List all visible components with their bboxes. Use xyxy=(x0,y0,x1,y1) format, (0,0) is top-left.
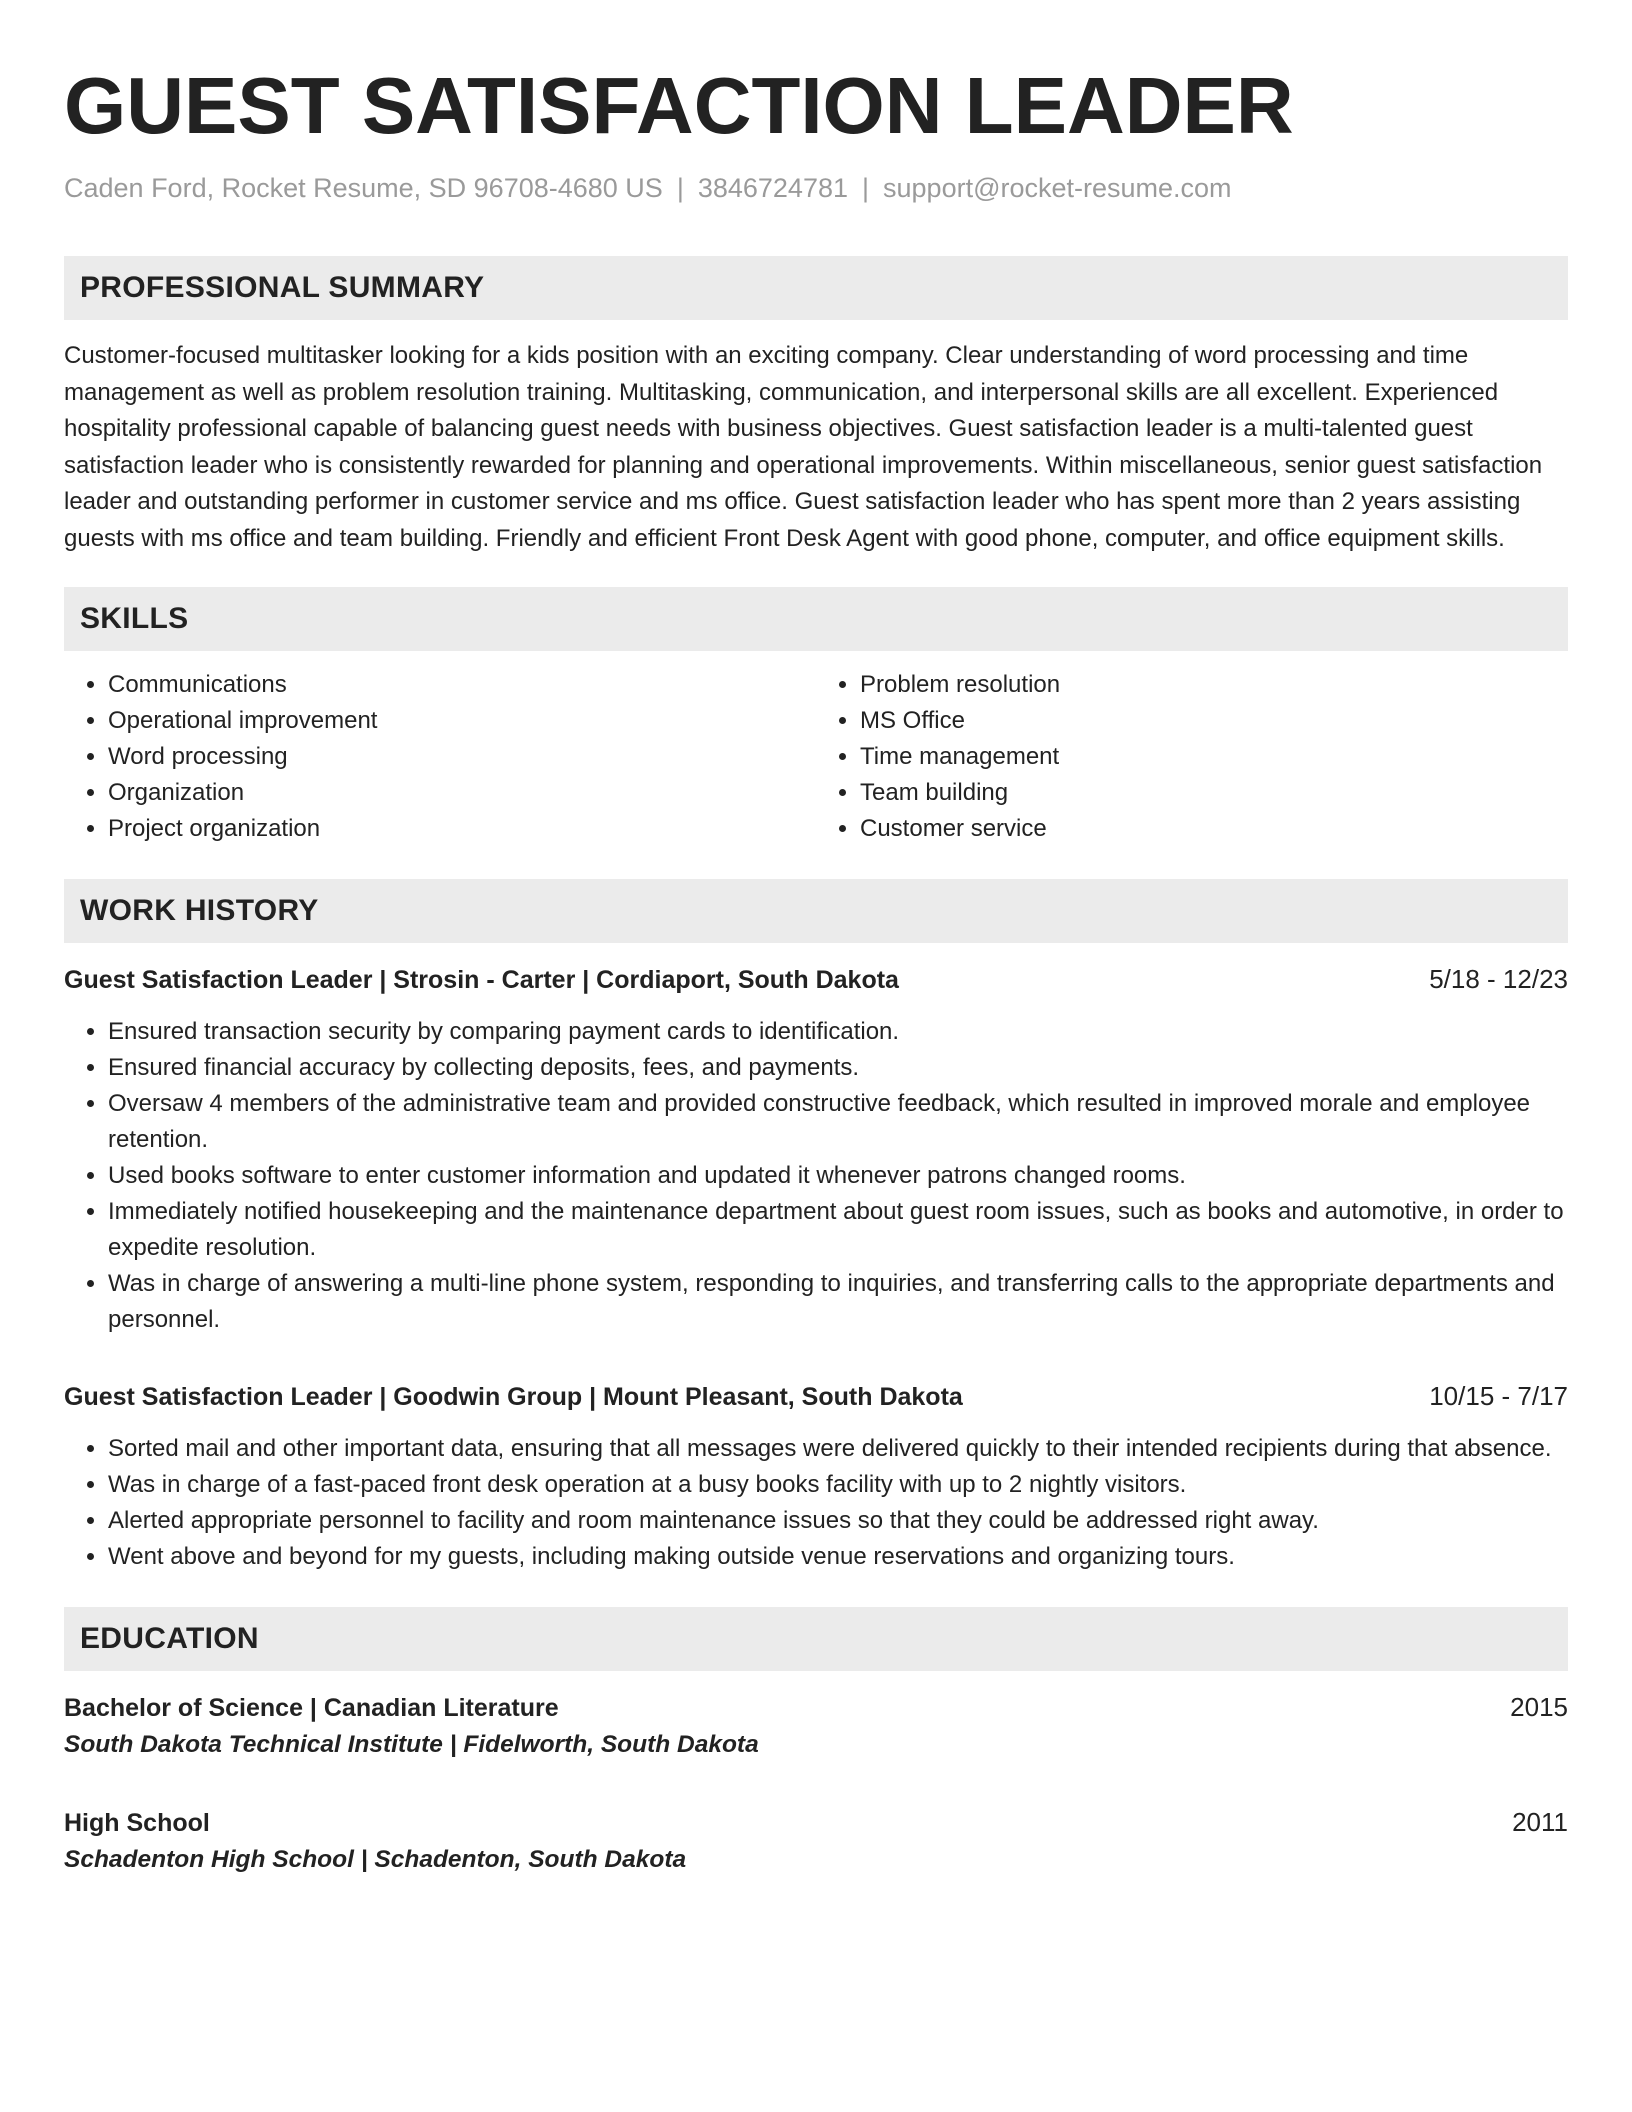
skill-item: • Time management xyxy=(860,739,1568,775)
job-title: Guest Satisfaction Leader | Goodwin Group | Mount Pleasant, South Dakota xyxy=(64,1383,963,1411)
job-bullet: • Oversaw 4 members of the administrative team and provided constructive feedback, which resulted in improved morale and employee retention. xyxy=(108,1086,1568,1158)
job-bullet: • Ensured transaction security by comparing payment cards to identification. xyxy=(108,1014,1568,1050)
skill-item: • Word processing xyxy=(108,739,816,775)
job-dates: 5/18 - 12/23 xyxy=(1429,964,1568,994)
contact-line xyxy=(64,170,1568,206)
skills-column-right xyxy=(816,667,1568,847)
job-dates: 10/15 - 7/17 xyxy=(1429,1381,1568,1411)
education-degree: High School xyxy=(64,1809,210,1837)
section-heading-education: EDUCATION xyxy=(64,1607,1568,1671)
skill-item: • Communications xyxy=(108,667,816,703)
education-degree: Bachelor of Science | Canadian Literature xyxy=(64,1694,559,1722)
skills-list xyxy=(64,667,1568,847)
section-heading-summary: PROFESSIONAL SUMMARY xyxy=(64,256,1568,320)
education-entry xyxy=(64,1689,1568,1764)
education-entry xyxy=(64,1804,1568,1879)
skill-item: • Operational improvement xyxy=(108,703,816,739)
job-bullet: • Was in charge of a fast-paced front desk operation at a busy books facility with up to 2 nightly visitors. xyxy=(108,1467,1568,1503)
education-school: South Dakota Technical Institute | Fidelworth, South Dakota xyxy=(64,1731,759,1758)
job-bullet: • Was in charge of answering a multi-line phone system, responding to inquiries, and transferring calls to the appropriate departments and personnel. xyxy=(108,1266,1568,1338)
job-header xyxy=(64,1378,1568,1415)
skill-item: • Customer service xyxy=(860,811,1568,847)
resume-title: GUEST SATISFACTION LEADER xyxy=(64,61,1294,150)
job-entry xyxy=(64,1378,1568,1575)
contact-address: Caden Ford, Rocket Resume, SD 96708-4680 US xyxy=(64,173,663,203)
education-header xyxy=(64,1804,1568,1841)
contact-email: support@rocket-resume.com xyxy=(883,173,1232,203)
contact-separator: | xyxy=(862,173,870,203)
contact-phone: 3846724781 xyxy=(697,173,848,203)
skill-item: • Project organization xyxy=(108,811,816,847)
contact-separator: | xyxy=(676,173,684,203)
job-bullet: • Alerted appropriate personnel to facility and room maintenance issues so that they could be addressed right away. xyxy=(108,1503,1568,1539)
education-year: 2015 xyxy=(1510,1692,1568,1722)
job-entry xyxy=(64,961,1568,1338)
job-bullet: • Used books software to enter customer information and updated it whenever patrons changed rooms. xyxy=(108,1158,1568,1194)
job-bullet: • Immediately notified housekeeping and the maintenance department about guest room issues, such as books and automotive, in order to expedite resolution. xyxy=(108,1194,1568,1266)
job-bullets xyxy=(64,1014,1568,1338)
skill-item: • Problem resolution xyxy=(860,667,1568,703)
skill-item: • Team building xyxy=(860,775,1568,811)
job-bullet: • Went above and beyond for my guests, including making outside venue reservations and organizing tours. xyxy=(108,1539,1568,1575)
education-year: 2011 xyxy=(1512,1807,1568,1837)
job-bullets xyxy=(64,1431,1568,1575)
education-school: Schadenton High School | Schadenton, South Dakota xyxy=(64,1846,687,1873)
education-header xyxy=(64,1689,1568,1726)
job-bullet: • Ensured financial accuracy by collecting deposits, fees, and payments. xyxy=(108,1050,1568,1086)
job-bullet: • Sorted mail and other important data, ensuring that all messages were delivered quickly to their intended recipients during that absence. xyxy=(108,1431,1568,1467)
skill-item: • MS Office xyxy=(860,703,1568,739)
skills-column-left xyxy=(64,667,816,847)
section-heading-skills: SKILLS xyxy=(64,587,1568,651)
summary-text: Customer-focused multitasker looking for a kids position with an exciting company. Clear understanding of word processing and time management as well as problem resolution training. Multitasking, communication, and interpersonal skills are all excellent. Experienced hospitality professional capable of balancing guest needs with business objectives. Guest satisfaction leader is a multi-talented guest satisfaction leader who is consistently rewarded for planning and operational improvements. Within miscellaneous, senior guest satisfaction leader and outstanding performer in customer service and ms office. Guest satisfaction leader who has spent more than 2 years assisting guests with ms office and team building. Friendly and efficient Front Desk Agent with good phone, computer, and office equipment skills. xyxy=(64,342,1543,552)
job-header xyxy=(64,961,1568,998)
job-title: Guest Satisfaction Leader | Strosin - Carter | Cordiaport, South Dakota xyxy=(64,966,899,994)
skill-item: • Organization xyxy=(108,775,816,811)
section-heading-work: WORK HISTORY xyxy=(64,879,1568,943)
